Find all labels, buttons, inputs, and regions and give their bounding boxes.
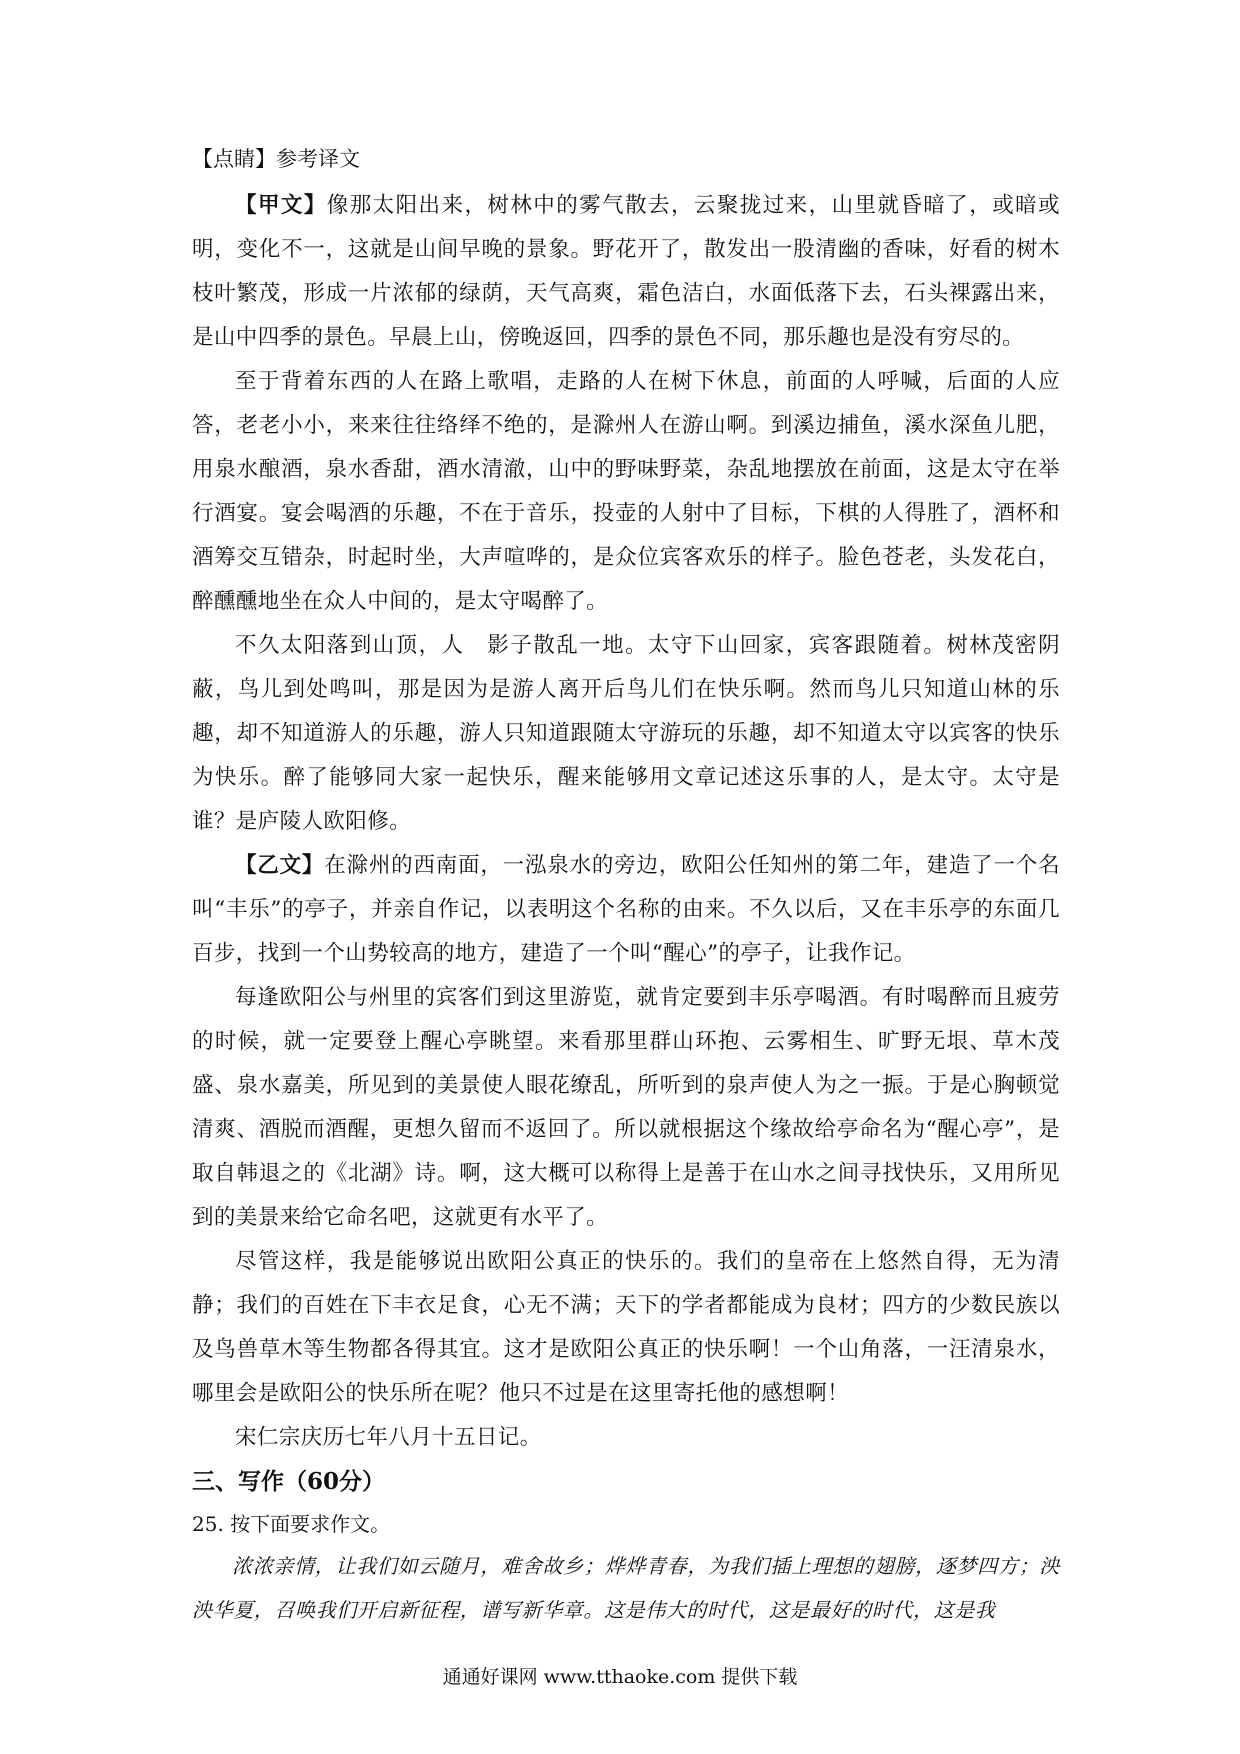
paragraph-yi-4: 宋仁宗庆历七年八月十五日记。	[235, 1425, 542, 1450]
label-jia: 【甲文】	[235, 193, 327, 218]
paragraph-yi-3: 尽管这样，我是能够说出欧阳公真正的快乐的。我们的皇帝在上悠然自得，无为清静；我们的百姓在下丰衣足食，心无不满；天下的学者都能成为良材；四方的少数民族以及鸟兽草木等生物都各得其宜。这才是欧阳公真正的快乐啊！一个山角落，一汪清泉水，哪里会是欧阳公的快乐所在呢？他只不过是在这里寄托他的感想啊！	[192, 1249, 1060, 1406]
question-25: 25. 按下面要求作文。	[192, 1512, 391, 1536]
paragraph-jia-3: 不久太阳落到山顶，人 影子散乱一地。太守下山回家，宾客跟随着。树林茂密阴蔽，鸟儿到处鸣叫，那是因为是游人离开后鸟儿们在快乐啊。然而鸟儿只知道山林的乐趣，却不知道游人的乐趣，游人只知道跟随太守游玩的乐趣，却不知道太守以宾客的快乐为快乐。醉了能够同大家一起快乐，醒来能够用文章记述这乐事的人，是太守。太守是谁？是庐陵人欧阳修。	[192, 633, 1060, 834]
page-footer: 通通好课网 www.tthaoke.com 提供下载	[442, 1666, 798, 1688]
label-yi: 【乙文】	[235, 853, 325, 878]
paragraph-yi-2: 每逢欧阳公与州里的宾客们到这里游览，就肯定要到丰乐亭喝酒。有时喝醉而且疲劳的时候，就一定要登上醒心亭眺望。来看那里群山环抱、云雾相生、旷野无垠、草木茂盛、泉水嘉美，所见到的美景使人眼花缭乱，所听到的泉声使人为之一振。于是心胸顿觉清爽、酒脱而酒醒，更想久留而不返回了。所以就根据这个缘故给亭命名为“醒心亭”，是取自韩退之的《北湖》诗。啊，这大概可以称得上是善于在山水之间寻找快乐，又用所见到的美景来给它命名吧，这就更有水平了。	[192, 985, 1060, 1230]
paragraph-jia-2: 至于背着东西的人在路上歌唱，走路的人在树下休息，前面的人呼喊，后面的人应答，老老小小，来来往往络绎不绝的，是滁州人在游山啊。到溪边捕鱼，溪水深鱼儿肥，用泉水酿酒，泉水香甜，酒水清澈，山中的野味野菜，杂乱地摆放在前面，这是太守在举行酒宴。宴会喝酒的乐趣，不在于音乐，投壶的人射中了目标，下棋的人得胜了，酒杯和酒筹交互错杂，时起时坐，大声喧哗的，是众位宾客欢乐的样子。脸色苍老，头发花白，醉醺醺地坐在众人中间的，是太守喝醉了。	[192, 369, 1060, 614]
paragraph-jia-1	[192, 184, 1060, 360]
document-body	[192, 140, 1060, 1632]
section-heading: 【点睛】参考译文	[192, 147, 360, 171]
writing-prompt: 浓浓亲情，让我们如云随月，难舍故乡；烨烨青春，为我们插上理想的翅膀，逐梦四方；泱泱华夏，召唤我们开启新征程，谱写新华章。这是伟大的时代，这是最好的时代，这是我	[192, 1554, 1060, 1622]
paragraph-yi-1	[192, 844, 1060, 976]
text-yi-1: 在滁州的西南面，一泓泉水的旁边，欧阳公任知州的第二年，建造了一个名叫“丰乐”的亭子，并亲自作记，以表明这个名称的由来。不久以后，又在丰乐亭的东面几百步，找到一个山势较高的地方，建造了一个叫“醒心”的亭子，让我作记。	[192, 853, 1060, 966]
text-jia-1: 像那太阳出来，树林中的雾气散去，云聚拢过来，山里就昏暗了，或暗或明，变化不一，这就是山间早晚的景象。野花开了，散发出一股清幽的香味，好看的树木枝叶繁茂，形成一片浓郁的绿荫，天气高爽，霜色洁白，水面低落下去，石头裸露出来，是山中四季的景色。早晨上山，傍晚返回，四季的景色不同，那乐趣也是没有穷尽的。	[192, 193, 1060, 350]
section-title-writing: 三、写作（60分）	[192, 1468, 386, 1495]
